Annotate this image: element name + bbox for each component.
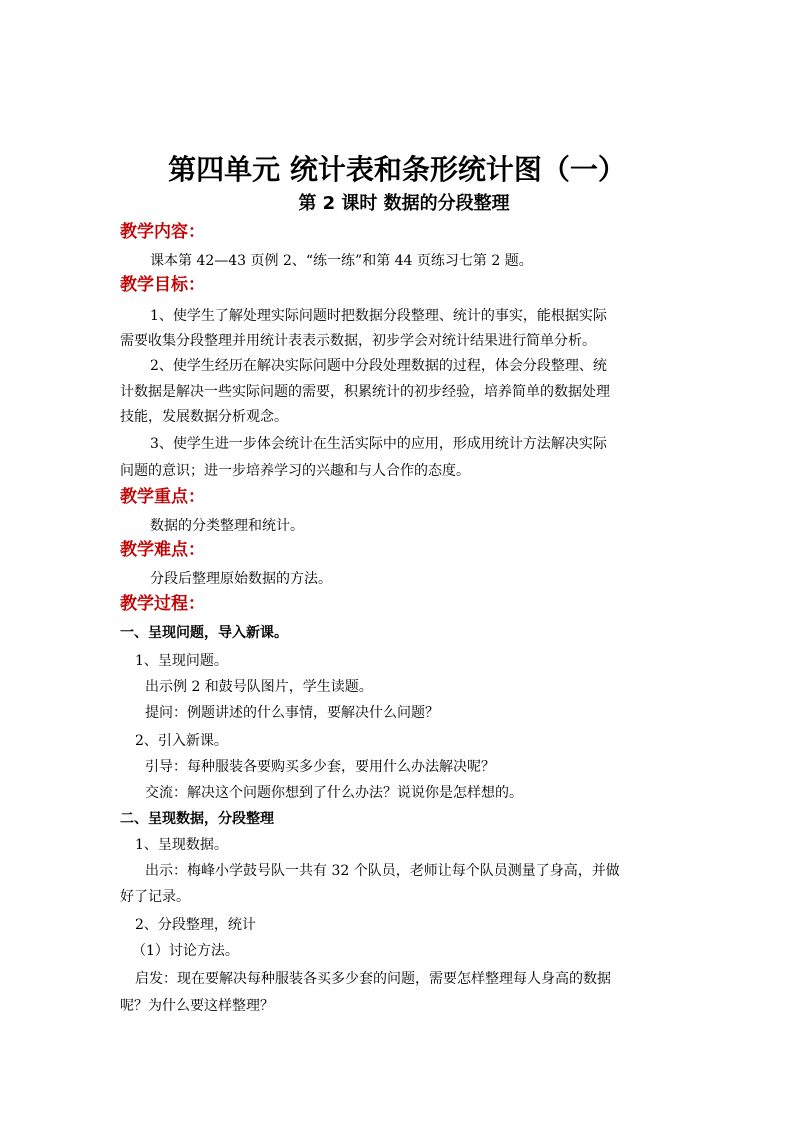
part-1-step-2: 2、引入新课。 <box>135 733 228 749</box>
process-part-2-title: 二、呈现数据，分段整理 <box>120 811 274 827</box>
part-1-ask: 提问：例题讲述的什么事情，要解决什么问题？ <box>145 705 439 721</box>
goal-1-line-1: 1、使学生了解处理实际问题时把数据分段整理、统计的事实，能根据实际 <box>150 308 607 324</box>
goal-1-line-2: 需要收集分段整理并用统计表表示数据，初步学会对统计结果进行简单分析。 <box>120 333 596 349</box>
part-2-inspire-line-1: 启发：现在要解决每种服装各买多少套的问题，需要怎样整理每人身高的数据 <box>135 971 611 987</box>
part-1-talk: 交流：解决这个问题你想到了什么办法？说说你是怎样想的。 <box>145 785 523 801</box>
goal-2-line-2: 计数据是解决一些实际问题的需要，积累统计的初步经验，培养简单的数据处理 <box>120 384 610 400</box>
part-2-show-line-1: 出示：梅峰小学鼓号队一共有 32 个队员，老师让每个队员测量了身高，并做 <box>145 863 620 879</box>
part-2-step-2: 2、分段整理，统计 <box>135 917 256 933</box>
goals-heading: 教学目标： <box>120 275 205 295</box>
part-1-step-1: 1、呈现问题。 <box>135 653 228 669</box>
difficulty-text: 分段后整理原始数据的方法。 <box>150 571 332 587</box>
lesson-subtitle: 第 2 课时 数据的分段整理 <box>298 193 510 214</box>
part-2-step-1: 1、呈现数据。 <box>135 837 228 853</box>
difficulty-heading: 教学难点： <box>120 540 205 560</box>
content-heading: 教学内容： <box>120 222 205 242</box>
goal-3-line-2: 问题的意识；进一步培养学习的兴趣和与人合作的态度。 <box>120 463 470 479</box>
page-title: 第四单元 统计表和条形统计图（一） <box>168 153 626 186</box>
process-heading: 教学过程： <box>120 594 205 614</box>
keypoint-heading: 教学重点： <box>120 487 205 507</box>
part-2-inspire-line-2: 呢？为什么要这样整理？ <box>120 998 274 1014</box>
process-part-1-title: 一、呈现问题，导入新课。 <box>120 625 288 641</box>
goal-2-line-1: 2、使学生经历在解决实际问题中分段处理数据的过程，体会分段整理、统 <box>150 358 607 374</box>
goal-3-line-1: 3、使学生进一步体会统计在生活实际中的应用，形成用统计方法解决实际 <box>150 436 607 452</box>
part-1-guide: 引导：每种服装各要购买多少套，要用什么办法解决呢？ <box>145 759 495 775</box>
part-1-show: 出示例 2 和鼓号队图片，学生读题。 <box>145 679 373 695</box>
part-2-sub-1: （1）讨论方法。 <box>132 943 239 959</box>
goal-2-line-3: 技能，发展数据分析观念。 <box>120 409 288 425</box>
part-2-show-line-2: 好了记录。 <box>120 889 190 905</box>
content-text: 课本第 42—43 页例 2、“练一练”和第 44 页练习七第 2 题。 <box>150 253 533 269</box>
keypoint-text: 数据的分类整理和统计。 <box>150 518 304 534</box>
